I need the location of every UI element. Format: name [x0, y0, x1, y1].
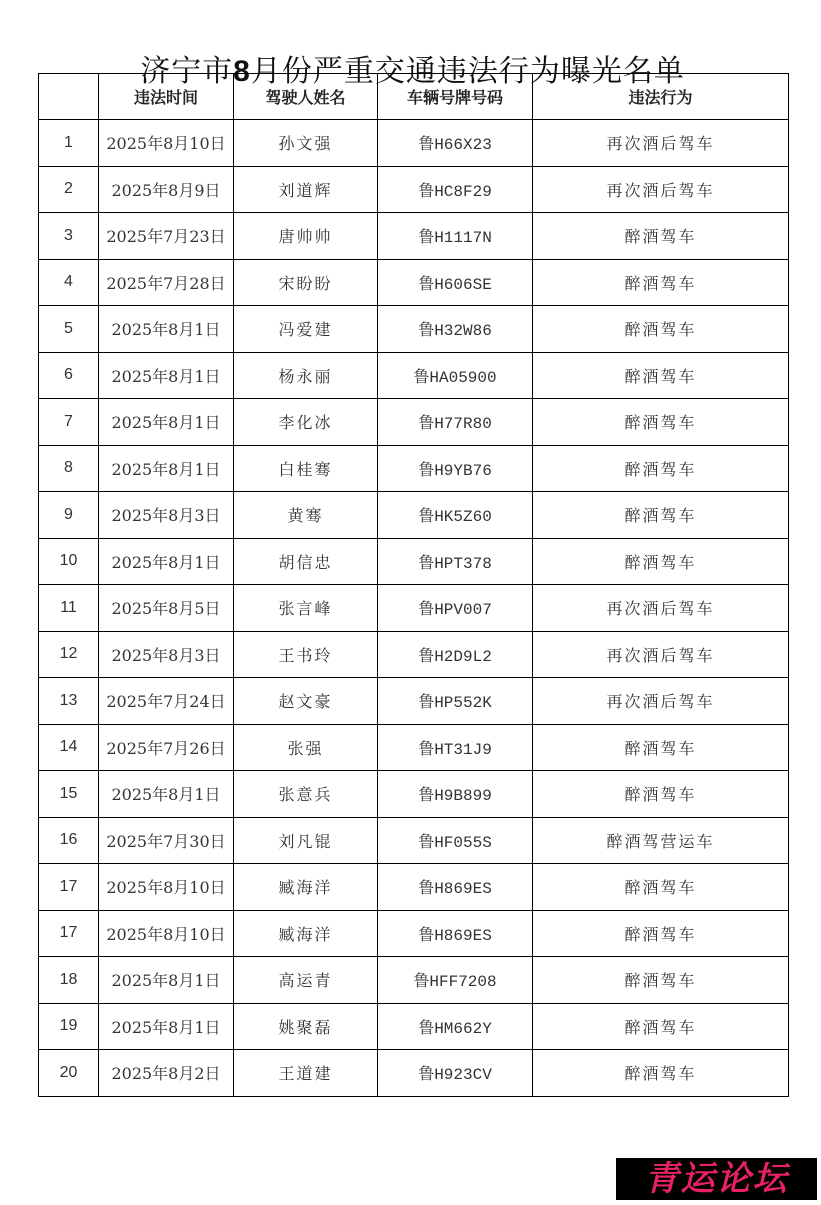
cell-plate-number: 鲁H869ES	[378, 910, 533, 957]
cell-plate-number: 鲁HPT378	[378, 538, 533, 585]
cell-driver-name: 王道建	[234, 1050, 378, 1097]
cell-driver-name: 臧海洋	[234, 864, 378, 911]
cell-index: 14	[39, 724, 99, 771]
cell-plate-number: 鲁H9YB76	[378, 445, 533, 492]
cell-index: 15	[39, 771, 99, 818]
table-row	[39, 724, 789, 771]
cell-plate-number: 鲁HFF7208	[378, 957, 533, 1004]
cell-plate-number: 鲁HA05900	[378, 352, 533, 399]
cell-date: 2025年8月10日	[99, 864, 234, 911]
cell-driver-name: 张言峰	[234, 585, 378, 632]
header-index	[39, 74, 99, 120]
cell-date: 2025年7月28日	[99, 259, 234, 306]
table-row	[39, 538, 789, 585]
header-plate: 车辆号牌号码	[378, 74, 533, 120]
cell-driver-name: 冯爱建	[234, 306, 378, 353]
cell-date: 2025年7月26日	[99, 724, 234, 771]
table-row	[39, 259, 789, 306]
cell-index: 17	[39, 864, 99, 911]
cell-index: 20	[39, 1050, 99, 1097]
cell-driver-name: 高运青	[234, 957, 378, 1004]
table-row	[39, 771, 789, 818]
table-row	[39, 399, 789, 446]
cell-plate-number: 鲁HT31J9	[378, 724, 533, 771]
cell-index: 19	[39, 1003, 99, 1050]
cell-index: 17	[39, 910, 99, 957]
table-row	[39, 910, 789, 957]
cell-driver-name: 王书玲	[234, 631, 378, 678]
cell-driver-name: 姚聚磊	[234, 1003, 378, 1050]
cell-plate-number: 鲁H606SE	[378, 259, 533, 306]
title-prefix: 济宁市	[140, 54, 234, 90]
cell-index: 16	[39, 817, 99, 864]
table-row	[39, 1050, 789, 1097]
table-row	[39, 445, 789, 492]
cell-date: 2025年8月1日	[99, 957, 234, 1004]
title-month: 8	[233, 55, 251, 89]
cell-date: 2025年8月3日	[99, 631, 234, 678]
cell-index: 18	[39, 957, 99, 1004]
cell-index: 7	[39, 399, 99, 446]
cell-plate-number: 鲁H923CV	[378, 1050, 533, 1097]
table-row	[39, 678, 789, 725]
cell-violation: 醉酒驾车	[533, 399, 789, 446]
cell-date: 2025年8月1日	[99, 538, 234, 585]
table-header-row	[39, 74, 789, 120]
cell-violation: 醉酒驾车	[533, 259, 789, 306]
cell-index: 11	[39, 585, 99, 632]
header-violation: 违法行为	[533, 74, 789, 120]
cell-driver-name: 赵文豪	[234, 678, 378, 725]
cell-violation: 醉酒驾车	[533, 910, 789, 957]
table-row	[39, 864, 789, 911]
cell-date: 2025年8月1日	[99, 1003, 234, 1050]
cell-violation: 醉酒驾车	[533, 1050, 789, 1097]
cell-violation: 醉酒驾车	[533, 213, 789, 260]
cell-date: 2025年8月10日	[99, 910, 234, 957]
cell-index: 6	[39, 352, 99, 399]
cell-plate-number: 鲁HP552K	[378, 678, 533, 725]
cell-index: 9	[39, 492, 99, 539]
cell-plate-number: 鲁H1117N	[378, 213, 533, 260]
cell-violation: 再次酒后驾车	[533, 166, 789, 213]
violation-table	[38, 73, 789, 1097]
table-row	[39, 306, 789, 353]
cell-plate-number: 鲁HM662Y	[378, 1003, 533, 1050]
cell-index: 3	[39, 213, 99, 260]
watermark-text: 青运论坛	[644, 1159, 789, 1199]
cell-index: 12	[39, 631, 99, 678]
cell-driver-name: 孙文强	[234, 120, 378, 167]
cell-date: 2025年8月2日	[99, 1050, 234, 1097]
cell-driver-name: 宋盼盼	[234, 259, 378, 306]
cell-violation: 再次酒后驾车	[533, 585, 789, 632]
cell-driver-name: 杨永丽	[234, 352, 378, 399]
cell-plate-number: 鲁HK5Z60	[378, 492, 533, 539]
cell-violation: 醉酒驾车	[533, 492, 789, 539]
table-row	[39, 352, 789, 399]
cell-violation: 醉酒驾车	[533, 957, 789, 1004]
table-row	[39, 166, 789, 213]
cell-driver-name: 李化冰	[234, 399, 378, 446]
cell-index: 10	[39, 538, 99, 585]
cell-plate-number: 鲁H9B899	[378, 771, 533, 818]
cell-driver-name: 黄骞	[234, 492, 378, 539]
cell-violation: 醉酒驾车	[533, 724, 789, 771]
cell-driver-name: 张强	[234, 724, 378, 771]
cell-date: 2025年8月9日	[99, 166, 234, 213]
cell-date: 2025年8月1日	[99, 445, 234, 492]
cell-violation: 醉酒驾车	[533, 771, 789, 818]
cell-driver-name: 刘道辉	[234, 166, 378, 213]
cell-violation: 醉酒驾车	[533, 864, 789, 911]
table-row	[39, 631, 789, 678]
table-row	[39, 492, 789, 539]
cell-plate-number: 鲁HPV007	[378, 585, 533, 632]
forum-watermark	[616, 1158, 817, 1200]
table-row	[39, 120, 789, 167]
cell-violation: 再次酒后驾车	[533, 631, 789, 678]
cell-violation: 醉酒驾车	[533, 538, 789, 585]
cell-date: 2025年8月1日	[99, 352, 234, 399]
cell-driver-name: 胡信忠	[234, 538, 378, 585]
cell-driver-name: 张意兵	[234, 771, 378, 818]
cell-driver-name: 臧海洋	[234, 910, 378, 957]
cell-date: 2025年8月1日	[99, 306, 234, 353]
table-row	[39, 213, 789, 260]
cell-violation: 醉酒驾车	[533, 1003, 789, 1050]
cell-driver-name: 刘凡锟	[234, 817, 378, 864]
cell-date: 2025年8月5日	[99, 585, 234, 632]
cell-driver-name: 白桂骞	[234, 445, 378, 492]
cell-violation: 再次酒后驾车	[533, 120, 789, 167]
cell-date: 2025年8月1日	[99, 399, 234, 446]
cell-date: 2025年8月10日	[99, 120, 234, 167]
cell-plate-number: 鲁H77R80	[378, 399, 533, 446]
cell-violation: 再次酒后驾车	[533, 678, 789, 725]
cell-index: 2	[39, 166, 99, 213]
cell-date: 2025年7月24日	[99, 678, 234, 725]
cell-index: 1	[39, 120, 99, 167]
cell-date: 2025年7月23日	[99, 213, 234, 260]
title-suffix: 月份严重交通违法行为曝光名单	[250, 54, 685, 90]
cell-index: 5	[39, 306, 99, 353]
cell-violation: 醉酒驾车	[533, 306, 789, 353]
cell-plate-number: 鲁H869ES	[378, 864, 533, 911]
cell-plate-number: 鲁HF055S	[378, 817, 533, 864]
cell-plate-number: 鲁HC8F29	[378, 166, 533, 213]
cell-plate-number: 鲁H2D9L2	[378, 631, 533, 678]
table-row	[39, 817, 789, 864]
cell-date: 2025年7月30日	[99, 817, 234, 864]
cell-plate-number: 鲁H66X23	[378, 120, 533, 167]
cell-driver-name: 唐帅帅	[234, 213, 378, 260]
table-row	[39, 1003, 789, 1050]
cell-plate-number: 鲁H32W86	[378, 306, 533, 353]
cell-date: 2025年8月3日	[99, 492, 234, 539]
cell-violation: 醉酒驾营运车	[533, 817, 789, 864]
cell-index: 13	[39, 678, 99, 725]
cell-index: 8	[39, 445, 99, 492]
cell-date: 2025年8月1日	[99, 771, 234, 818]
header-date: 违法时间	[99, 74, 234, 120]
header-name: 驾驶人姓名	[234, 74, 378, 120]
table-row	[39, 585, 789, 632]
table-row	[39, 957, 789, 1004]
cell-violation: 醉酒驾车	[533, 445, 789, 492]
cell-violation: 醉酒驾车	[533, 352, 789, 399]
cell-index: 4	[39, 259, 99, 306]
